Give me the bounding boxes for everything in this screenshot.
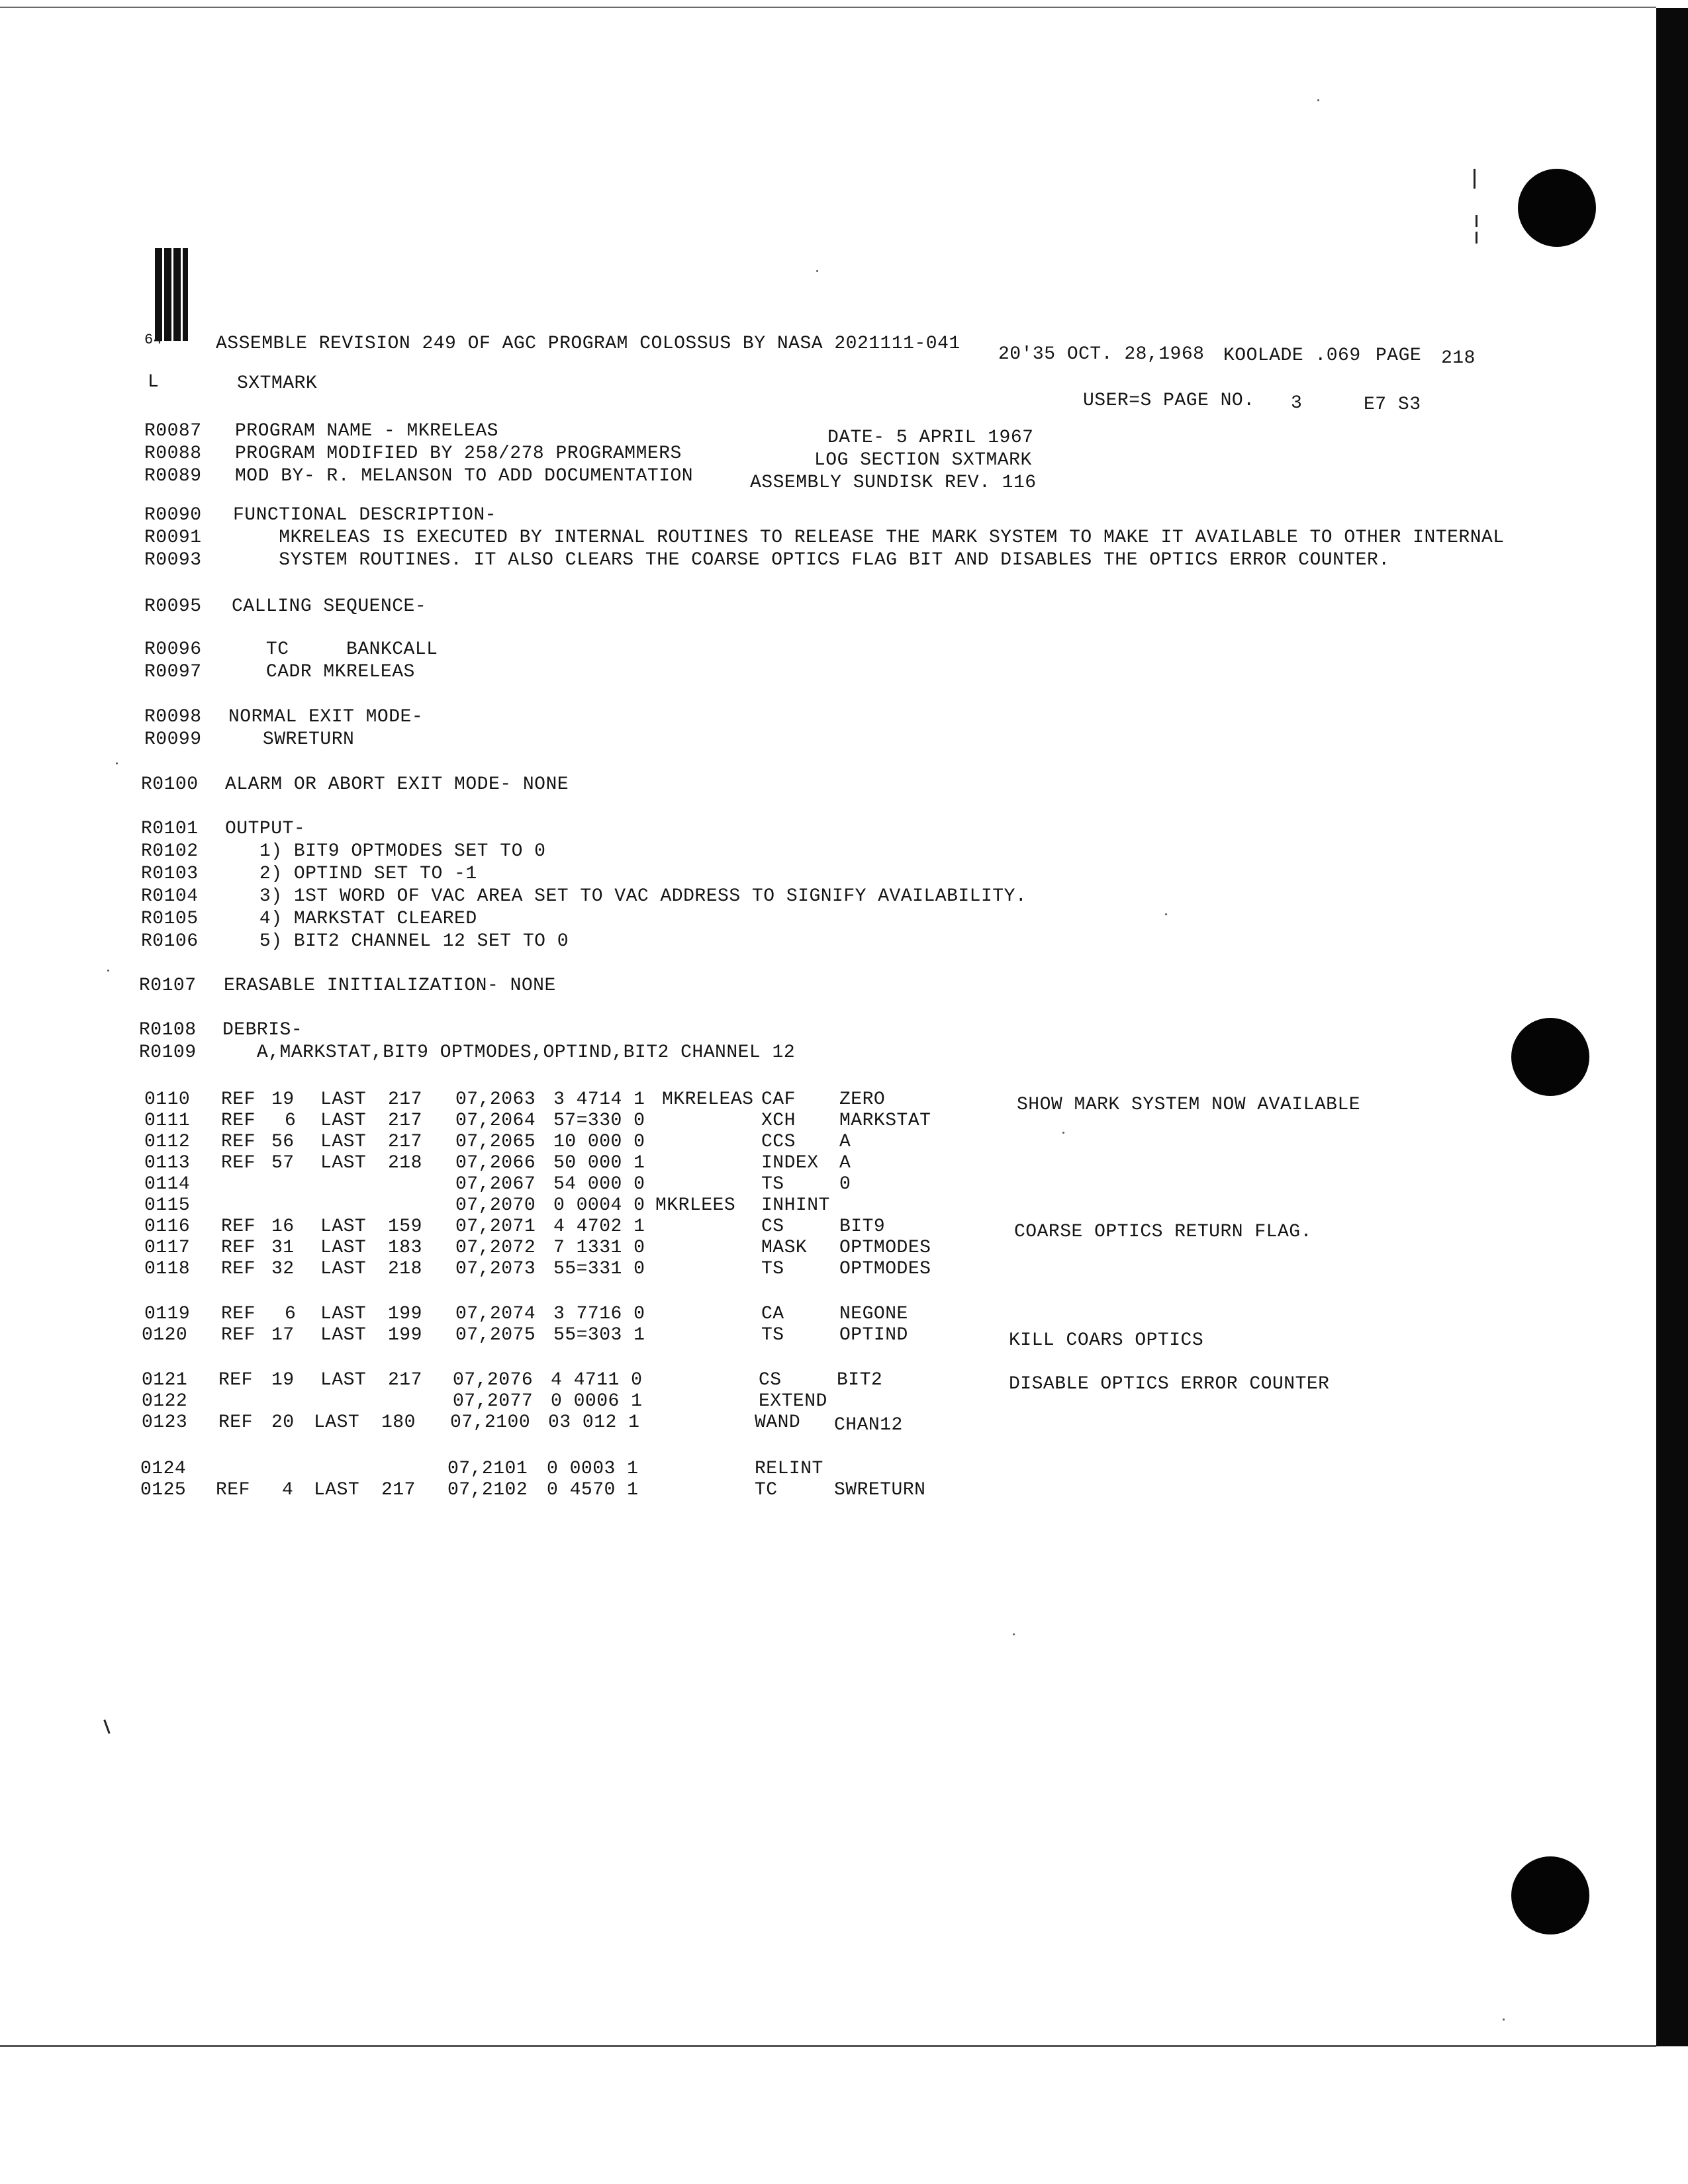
- last-label: LAST: [314, 1412, 360, 1433]
- remark-row: [0, 466, 1589, 493]
- opcode: XCH: [761, 1111, 796, 1131]
- operand: BIT2: [837, 1370, 883, 1390]
- section-name: SXTMARK: [237, 373, 318, 394]
- operand: 0: [839, 1174, 851, 1195]
- remark-row: [0, 909, 1589, 930]
- ref-label: REF: [221, 1216, 256, 1237]
- binder-mark: [154, 248, 192, 341]
- remark-text: NORMAL EXIT MODE-: [228, 707, 424, 727]
- last-page: 180: [381, 1412, 416, 1433]
- users-page-number: 3: [1291, 393, 1303, 414]
- remark-text: MKRELEAS IS EXECUTED BY INTERNAL ROUTINES TO RELEASE THE MARK SYSTEM TO MAKE IT AVAILABLE TO OTHER INTERNAL: [233, 527, 1505, 548]
- ref-count: 17: [271, 1325, 295, 1345]
- line-number: 0115: [144, 1195, 191, 1216]
- line-number: 0110: [144, 1089, 191, 1110]
- scan-speck: [116, 762, 118, 764]
- remark-number: R0108: [139, 1020, 197, 1040]
- remark-row: [0, 864, 1589, 885]
- scan-mark: [103, 1719, 110, 1734]
- address: 07,2064: [455, 1111, 536, 1131]
- operand: A: [839, 1132, 851, 1152]
- code-label: MKRELEAS: [662, 1089, 754, 1110]
- ref-count: 19: [271, 1089, 295, 1110]
- remark-number: R0096: [144, 639, 202, 660]
- remark-number: R0100: [141, 774, 199, 795]
- listing-marker: L: [148, 372, 160, 392]
- remark-row: [0, 662, 1589, 683]
- address: 07,2071: [455, 1216, 536, 1237]
- ref-count: 32: [271, 1259, 295, 1279]
- koolade-version: KOOLADE .069: [1223, 345, 1361, 366]
- page-top-edge: [0, 7, 1656, 8]
- opcode: INDEX: [761, 1153, 819, 1173]
- last-label: LAST: [320, 1153, 367, 1173]
- address: 07,2063: [455, 1089, 536, 1110]
- remark-number: R0087: [144, 421, 202, 441]
- remark-row: [0, 819, 1589, 840]
- remark-number: R0106: [141, 931, 199, 952]
- remark-text: PROGRAM MODIFIED BY 258/278 PROGRAMMERS: [235, 443, 682, 464]
- opcode: MASK: [761, 1238, 808, 1258]
- last-page: 217: [388, 1089, 422, 1110]
- remark-number: R0103: [141, 864, 199, 884]
- machine-word: 3 7716 0: [553, 1304, 645, 1324]
- last-label: LAST: [320, 1111, 367, 1131]
- remark-number: R0104: [141, 886, 199, 907]
- opcode: CA: [761, 1304, 784, 1324]
- scan-speck: [1503, 2019, 1505, 2021]
- last-page: 217: [388, 1132, 422, 1152]
- page-mark: 64: [144, 332, 163, 348]
- code-line: [0, 1111, 1589, 1132]
- opcode: TS: [761, 1325, 784, 1345]
- line-number: 0122: [142, 1391, 188, 1412]
- assembly-timestamp: 20'35 OCT. 28,1968: [998, 344, 1205, 365]
- scan-right-edge: [1656, 8, 1688, 2046]
- ref-label: REF: [221, 1259, 256, 1279]
- address: 07,2066: [455, 1153, 536, 1173]
- last-page: 218: [388, 1153, 422, 1173]
- scan-mark: [1476, 232, 1477, 244]
- remark-row: [0, 729, 1589, 751]
- opcode: EXTEND: [759, 1391, 827, 1412]
- machine-word: 50 000 1: [553, 1153, 645, 1173]
- remark-row: [0, 505, 1589, 526]
- punch-hole-top: [1518, 169, 1596, 247]
- scan-mark: [1476, 215, 1477, 227]
- line-number: 0118: [144, 1259, 191, 1279]
- operand: OPTIND: [839, 1325, 908, 1345]
- address: 07,2074: [455, 1304, 536, 1324]
- address: 07,2067: [455, 1174, 536, 1195]
- last-label: LAST: [320, 1259, 367, 1279]
- code-line: [0, 1132, 1589, 1153]
- code-line: [0, 1216, 1589, 1242]
- ref-label: REF: [221, 1132, 256, 1152]
- opcode: WAND: [755, 1412, 801, 1433]
- remark-row: [0, 707, 1589, 728]
- operand: ZERO: [839, 1089, 886, 1110]
- remark-number: R0099: [144, 729, 202, 750]
- remark-row: [0, 527, 1589, 549]
- opcode: CAF: [761, 1089, 796, 1110]
- address: 07,2101: [447, 1459, 528, 1479]
- last-page: 199: [388, 1325, 422, 1345]
- address: 07,2065: [455, 1132, 536, 1152]
- machine-word: 55=331 0: [553, 1259, 645, 1279]
- code-line: [0, 1259, 1589, 1280]
- code-comment: SHOW MARK SYSTEM NOW AVAILABLE: [1017, 1095, 1361, 1115]
- remark-number: R0097: [144, 662, 202, 682]
- code-line: [0, 1153, 1589, 1174]
- machine-word: 7 1331 0: [553, 1238, 645, 1258]
- remark-text: SYSTEM ROUTINES. IT ALSO CLEARS THE COARSE OPTICS FLAG BIT AND DISABLES THE OPTICS ERROR COUNTER.: [233, 550, 1390, 570]
- machine-word: 54 000 0: [553, 1174, 645, 1195]
- operand: OPTMODES: [839, 1259, 931, 1279]
- code-line: [0, 1412, 1589, 1433]
- remark-number: R0109: [139, 1042, 197, 1063]
- ref-label: REF: [221, 1089, 256, 1110]
- code-comment: COARSE OPTICS RETURN FLAG.: [1014, 1222, 1312, 1242]
- remark-number: R0091: [144, 527, 202, 548]
- last-label: LAST: [320, 1132, 367, 1152]
- remark-number: R0101: [141, 819, 199, 839]
- remark-row: [0, 596, 1589, 617]
- address: 07,2073: [455, 1259, 536, 1279]
- ref-label: REF: [218, 1370, 253, 1390]
- page-bottom-edge: [0, 2045, 1656, 2047]
- machine-word: 3 4714 1: [553, 1089, 645, 1110]
- code-line: [0, 1391, 1589, 1412]
- operand: NEGONE: [839, 1304, 908, 1324]
- remark-text: TC BANKCALL: [232, 639, 438, 660]
- ref-count: 19: [271, 1370, 295, 1390]
- operand: SWRETURN: [834, 1480, 926, 1500]
- remark-row: [0, 1042, 1589, 1064]
- line-number: 0112: [144, 1132, 191, 1152]
- machine-word: 10 000 0: [553, 1132, 645, 1152]
- ref-count: 4: [282, 1480, 294, 1500]
- address: 07,2076: [453, 1370, 534, 1390]
- ref-count: 57: [271, 1153, 295, 1173]
- remark-date: DATE- 5 APRIL 1967: [827, 428, 1034, 448]
- punch-hole-bottom: [1511, 1856, 1589, 1934]
- remark-number: R0105: [141, 909, 199, 929]
- last-page: 159: [388, 1216, 422, 1237]
- remark-number: R0088: [144, 443, 202, 464]
- line-number: 0123: [142, 1412, 188, 1433]
- code-line: [0, 1325, 1589, 1351]
- last-page: 218: [388, 1259, 422, 1279]
- ref-count: 56: [271, 1132, 295, 1152]
- remark-row: [0, 841, 1589, 862]
- users-page-label: USER=S PAGE NO.: [1083, 390, 1255, 411]
- code-line: [0, 1089, 1589, 1115]
- opcode: TS: [761, 1174, 784, 1195]
- page-label: PAGE: [1376, 345, 1422, 366]
- remark-number: R0090: [144, 505, 202, 525]
- remark-row: [0, 550, 1589, 571]
- remark-text: 4) MARKSTAT CLEARED: [225, 909, 477, 929]
- code-comment: DISABLE OPTICS ERROR COUNTER: [1009, 1374, 1330, 1394]
- line-number: 0116: [144, 1216, 191, 1237]
- code-label: MKRLEES: [655, 1195, 736, 1216]
- address: 07,2102: [447, 1480, 528, 1500]
- remark-number: R0098: [144, 707, 202, 727]
- page-number: 218: [1441, 348, 1476, 369]
- remark-assembly: ASSEMBLY SUNDISK REV. 116: [750, 473, 1037, 493]
- last-page: 217: [381, 1480, 416, 1500]
- remark-row: [0, 774, 1589, 796]
- code-line: [0, 1370, 1589, 1394]
- remark-text: CALLING SEQUENCE-: [232, 596, 427, 617]
- last-page: 217: [388, 1370, 422, 1390]
- ref-label: REF: [221, 1325, 256, 1345]
- last-label: LAST: [314, 1480, 360, 1500]
- opcode: CS: [759, 1370, 782, 1390]
- line-number: 0114: [144, 1174, 191, 1195]
- address: 07,2075: [455, 1325, 536, 1345]
- machine-word: 57=330 0: [553, 1111, 645, 1131]
- last-label: LAST: [320, 1325, 367, 1345]
- remark-text: DEBRIS-: [222, 1020, 303, 1040]
- machine-word: 0 0004 0: [553, 1195, 645, 1216]
- operand: MARKSTAT: [839, 1111, 931, 1131]
- page-code: E7 S3: [1364, 394, 1421, 415]
- line-number: 0125: [140, 1480, 187, 1500]
- last-label: LAST: [320, 1370, 367, 1390]
- code-line: [0, 1480, 1589, 1501]
- code-line: [0, 1195, 1589, 1216]
- last-label: LAST: [320, 1089, 367, 1110]
- remark-log-section: LOG SECTION SXTMARK: [814, 450, 1032, 471]
- remark-text: SWRETURN: [228, 729, 355, 750]
- ref-count: 6: [285, 1304, 297, 1324]
- machine-word: 03 012 1: [548, 1412, 640, 1433]
- line-number: 0111: [144, 1111, 191, 1131]
- remark-text: 1) BIT9 OPTMODES SET TO 0: [225, 841, 546, 862]
- address: 07,2100: [450, 1412, 531, 1433]
- remark-text: FUNCTIONAL DESCRIPTION-: [233, 505, 496, 525]
- code-line: [0, 1304, 1589, 1325]
- remark-number: R0107: [139, 976, 197, 996]
- opcode: CS: [761, 1216, 784, 1237]
- machine-word: 4 4711 0: [551, 1370, 643, 1390]
- ref-label: REF: [221, 1153, 256, 1173]
- operand: BIT9: [839, 1216, 886, 1237]
- line-number: 0120: [142, 1325, 188, 1345]
- ref-label: REF: [221, 1111, 256, 1131]
- remark-number: R0089: [144, 466, 202, 486]
- ref-count: 20: [271, 1412, 295, 1433]
- line-number: 0113: [144, 1153, 191, 1173]
- code-line: [0, 1238, 1589, 1259]
- ref-count: 31: [271, 1238, 295, 1258]
- scan-speck: [816, 270, 818, 272]
- ref-label: REF: [221, 1238, 256, 1258]
- last-label: LAST: [320, 1304, 367, 1324]
- scan-speck: [107, 970, 109, 972]
- opcode: TC: [755, 1480, 778, 1500]
- ref-label: REF: [221, 1304, 256, 1324]
- last-page: 217: [388, 1111, 422, 1131]
- remark-text: MOD BY- R. MELANSON TO ADD DOCUMENTATION: [235, 466, 694, 486]
- code-comment: KILL COARS OPTICS: [1009, 1330, 1204, 1351]
- operand: CHAN12: [834, 1415, 903, 1435]
- scan-mark: [1474, 169, 1476, 189]
- line-number: 0117: [144, 1238, 191, 1258]
- ref-count: 6: [285, 1111, 297, 1131]
- last-label: LAST: [320, 1238, 367, 1258]
- opcode: TS: [761, 1259, 784, 1279]
- remark-row: [0, 443, 1589, 471]
- remark-text: OUTPUT-: [225, 819, 306, 839]
- remark-text: PROGRAM NAME - MKRELEAS: [235, 421, 498, 441]
- line-number: 0124: [140, 1459, 187, 1479]
- code-line: [0, 1459, 1589, 1480]
- ref-label: REF: [218, 1412, 253, 1433]
- opcode: RELINT: [755, 1459, 823, 1479]
- opcode: INHINT: [761, 1195, 830, 1216]
- last-label: LAST: [320, 1216, 367, 1237]
- machine-word: 0 0003 1: [547, 1459, 639, 1479]
- machine-word: 0 0006 1: [551, 1391, 643, 1412]
- remark-text: 2) OPTIND SET TO -1: [225, 864, 477, 884]
- address: 07,2077: [453, 1391, 534, 1412]
- address: 07,2070: [455, 1195, 536, 1216]
- remark-row: [0, 421, 1589, 448]
- operand: A: [839, 1153, 851, 1173]
- line-number: 0121: [142, 1370, 188, 1390]
- machine-word: 0 4570 1: [547, 1480, 639, 1500]
- last-page: 199: [388, 1304, 422, 1324]
- scan-speck: [1317, 99, 1319, 101]
- remark-text: CADR MKRELEAS: [232, 662, 415, 682]
- last-page: 183: [388, 1238, 422, 1258]
- remark-text: 5) BIT2 CHANNEL 12 SET TO 0: [225, 931, 569, 952]
- machine-word: 55=303 1: [553, 1325, 645, 1345]
- line-number: 0119: [144, 1304, 191, 1324]
- remark-row: [0, 1020, 1589, 1041]
- remark-row: [0, 886, 1589, 907]
- remark-number: R0093: [144, 550, 202, 570]
- remark-text: ERASABLE INITIALIZATION- NONE: [224, 976, 556, 996]
- remark-row: [0, 639, 1589, 660]
- remark-text: A,MARKSTAT,BIT9 OPTMODES,OPTIND,BIT2 CHANNEL 12: [222, 1042, 796, 1063]
- remark-row: [0, 931, 1589, 952]
- remark-text: 3) 1ST WORD OF VAC AREA SET TO VAC ADDRESS TO SIGNIFY AVAILABILITY.: [225, 886, 1027, 907]
- remark-text: ALARM OR ABORT EXIT MODE- NONE: [225, 774, 569, 795]
- scan-speck: [1013, 1633, 1015, 1635]
- remark-number: R0095: [144, 596, 202, 617]
- remark-number: R0102: [141, 841, 199, 862]
- operand: OPTMODES: [839, 1238, 931, 1258]
- opcode: CCS: [761, 1132, 796, 1152]
- ref-label: REF: [216, 1480, 250, 1500]
- address: 07,2072: [455, 1238, 536, 1258]
- assembly-title: ASSEMBLE REVISION 249 OF AGC PROGRAM COLOSSUS BY NASA 2021111-041: [216, 334, 961, 354]
- remark-row: [0, 976, 1589, 997]
- ref-count: 16: [271, 1216, 295, 1237]
- code-line: [0, 1174, 1589, 1195]
- machine-word: 4 4702 1: [553, 1216, 645, 1237]
